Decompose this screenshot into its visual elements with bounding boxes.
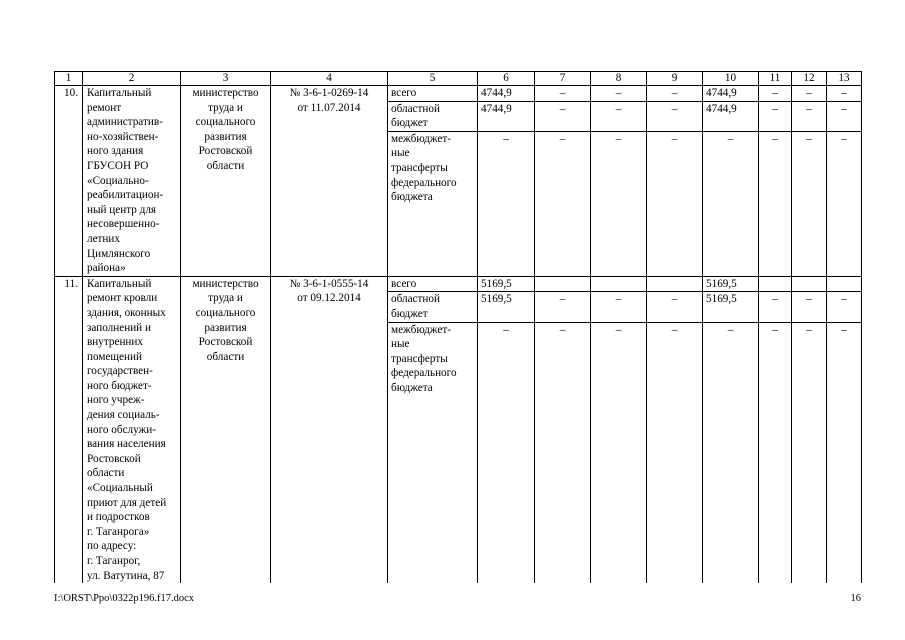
row-number: 11. [55,276,83,583]
amount-cell: – [535,322,591,583]
amount-cell: – [827,86,862,102]
funding-source: межбюджет- ные трансферты федерального бюджета [388,322,478,583]
amount-cell: – [792,292,827,322]
header-cell: 11 [759,72,792,86]
amount-cell: 5169,5 [703,276,759,292]
amount-cell: – [478,322,535,583]
amount-cell: – [827,101,862,131]
amount-cell: 5169,5 [703,292,759,322]
footer-file-path: I:\ORST\Ppo\0322p196.f17.docx [54,593,195,604]
amount-cell: – [759,131,792,276]
budget-table [54,71,862,583]
amount-cell: – [647,86,703,102]
amount-cell: – [792,101,827,131]
amount-cell: – [792,322,827,583]
object-name: Капитальный ремонт кровли здания, оконных заполнений и внутренних помещений государствен- ного бюджет- ного учреж- дения социаль- ного обслужи- вания населения Ростовской области «Социальный приют для детей и подростков г. Таганрога» по адресу: г. Таганрог, ул. Ватутина, 87 [83,276,181,583]
funding-source: межбюджет- ные трансферты федерального бюджета [388,131,478,276]
amount-cell [827,276,862,292]
amount-cell: 5169,5 [478,292,535,322]
document-number: № 3-6-1-0269-14 от 11.07.2014 [271,86,388,277]
amount-cell: 4744,9 [703,86,759,102]
amount-cell: – [478,131,535,276]
amount-cell: – [535,86,591,102]
amount-cell: – [792,131,827,276]
amount-cell: – [759,86,792,102]
amount-cell: – [703,322,759,583]
header-cell: 5 [388,72,478,86]
amount-cell: – [535,101,591,131]
header-cell: 4 [271,72,388,86]
header-row [55,72,862,86]
amount-cell [591,276,647,292]
page-number: 16 [850,593,861,604]
amount-cell: 4744,9 [478,86,535,102]
object-name: Капитальный ремонт административ- но-хозяйствен- ного здания ГБУСОН РО «Социально- реабилитацион- ный центр для несовершенно- летних Цимлянского района» [83,86,181,277]
amount-cell: – [792,86,827,102]
amount-cell: – [827,322,862,583]
amount-cell: – [647,101,703,131]
responsible-ministry: министерство труда и социального развития Ростовской области [181,276,271,583]
amount-cell: – [591,322,647,583]
amount-cell: – [827,131,862,276]
header-cell: 7 [535,72,591,86]
header-cell: 1 [55,72,83,86]
amount-cell: – [827,292,862,322]
table-row [55,276,862,292]
amount-cell: – [535,131,591,276]
amount-cell: – [759,292,792,322]
amount-cell: – [591,292,647,322]
amount-cell [759,276,792,292]
amount-cell: – [647,292,703,322]
header-cell: 8 [591,72,647,86]
header-cell: 2 [83,72,181,86]
amount-cell: – [591,86,647,102]
funding-source: областной бюджет [388,101,478,131]
amount-cell: – [591,131,647,276]
amount-cell: – [759,322,792,583]
responsible-ministry: министерство труда и социального развития Ростовской области [181,86,271,277]
amount-cell [792,276,827,292]
amount-cell: – [703,131,759,276]
amount-cell: – [759,101,792,131]
funding-source: всего [388,86,478,102]
table-body [55,72,862,584]
header-cell: 9 [647,72,703,86]
amount-cell: – [647,322,703,583]
amount-cell [535,276,591,292]
amount-cell [647,276,703,292]
header-cell: 6 [478,72,535,86]
amount-cell: – [647,131,703,276]
amount-cell: – [535,292,591,322]
header-cell: 12 [792,72,827,86]
amount-cell: 4744,9 [703,101,759,131]
amount-cell: – [591,101,647,131]
header-cell: 3 [181,72,271,86]
header-cell: 10 [703,72,759,86]
header-cell: 13 [827,72,862,86]
table-row [55,86,862,102]
row-number: 10. [55,86,83,277]
funding-source: всего [388,276,478,292]
amount-cell: 5169,5 [478,276,535,292]
amount-cell: 4744,9 [478,101,535,131]
funding-source: областной бюджет [388,292,478,322]
document-number: № 3-6-1-0555-14 от 09.12.2014 [271,276,388,583]
